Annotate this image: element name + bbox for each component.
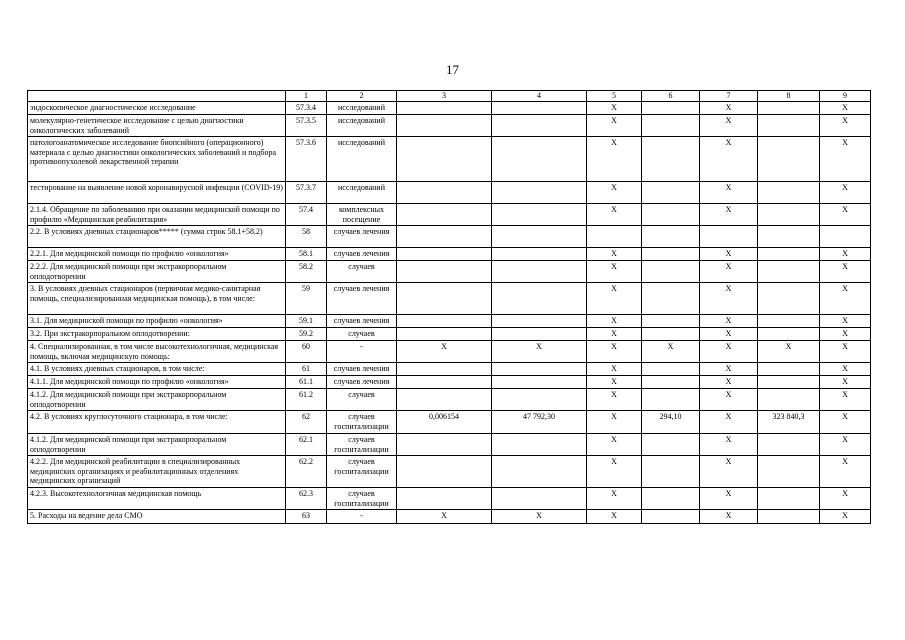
col-6-value <box>642 225 700 247</box>
row-label: 4.2.2. Для медицинской реабилитации в специализированных медицинских организациях и реабилитационных отделениях медицинских организаций <box>28 455 286 487</box>
table-body <box>28 101 871 523</box>
row-code: 61 <box>286 362 327 375</box>
col-6-value <box>642 136 700 181</box>
col-6-value <box>642 247 700 260</box>
table-row <box>28 375 871 388</box>
col-5-value: X <box>587 260 642 282</box>
col-9-value: X <box>820 375 871 388</box>
table-row <box>28 136 871 181</box>
row-unit: исследований <box>327 181 397 203</box>
col-4-value <box>492 487 587 509</box>
header-cell: 2 <box>327 91 397 102</box>
col-8-value <box>758 327 820 340</box>
row-unit: случаев <box>327 388 397 410</box>
col-8-value <box>758 260 820 282</box>
table-row <box>28 327 871 340</box>
col-8-value <box>758 375 820 388</box>
col-6-value <box>642 487 700 509</box>
row-code: 57.3.7 <box>286 181 327 203</box>
col-7-value: X <box>700 487 758 509</box>
data-table <box>27 90 871 524</box>
col-5-value: X <box>587 181 642 203</box>
col-9-value: X <box>820 388 871 410</box>
col-6-value <box>642 101 700 114</box>
col-3-value <box>397 455 492 487</box>
row-label: 3. В условиях дневных стационаров (первичная медико-санитарная помощь, специализированная медицинская помощь), в том числе: <box>28 282 286 314</box>
col-7-value: X <box>700 375 758 388</box>
col-6-value <box>642 433 700 455</box>
col-5-value <box>587 225 642 247</box>
col-4-value <box>492 282 587 314</box>
col-5-value: X <box>587 362 642 375</box>
col-9-value: X <box>820 282 871 314</box>
col-7-value: X <box>700 136 758 181</box>
row-label: 4.2.3. Высокотехнологичная медицинская помощь <box>28 487 286 509</box>
col-3-value <box>397 247 492 260</box>
col-4-value <box>492 433 587 455</box>
header-cell: 5 <box>587 91 642 102</box>
row-label: патологоанатомическое исследование биопсийного (операционного) материала с целью диагностики онкологических заболеваний и подбора противоопухолевой лекарственной терапии <box>28 136 286 181</box>
table-row <box>28 282 871 314</box>
table-row <box>28 101 871 114</box>
row-code: 57.3.4 <box>286 101 327 114</box>
col-9-value: X <box>820 509 871 523</box>
col-7-value: X <box>700 327 758 340</box>
col-4-value <box>492 247 587 260</box>
col-4-value <box>492 114 587 136</box>
table-row <box>28 260 871 282</box>
header-cell: 9 <box>820 91 871 102</box>
col-5-value: X <box>587 388 642 410</box>
col-9-value: X <box>820 410 871 433</box>
col-6-value <box>642 327 700 340</box>
col-3-value: X <box>397 509 492 523</box>
col-6-value <box>642 203 700 225</box>
col-8-value <box>758 203 820 225</box>
col-4-value <box>492 375 587 388</box>
col-9-value: X <box>820 327 871 340</box>
col-8-value <box>758 181 820 203</box>
col-4-value <box>492 314 587 327</box>
col-5-value: X <box>587 203 642 225</box>
col-6-value <box>642 260 700 282</box>
row-unit: случаев госпитализации <box>327 410 397 433</box>
col-4-value: X <box>492 340 587 362</box>
row-unit: случаев <box>327 327 397 340</box>
table-row <box>28 455 871 487</box>
row-label: 3.2. При экстракорпоральном оплодотворении: <box>28 327 286 340</box>
row-code: 57.3.5 <box>286 114 327 136</box>
col-3-value <box>397 101 492 114</box>
col-5-value: X <box>587 455 642 487</box>
table-row <box>28 225 871 247</box>
col-3-value <box>397 375 492 388</box>
col-4-value: X <box>492 509 587 523</box>
col-9-value: X <box>820 136 871 181</box>
col-4-value <box>492 203 587 225</box>
col-7-value: X <box>700 114 758 136</box>
col-6-value: 294,10 <box>642 410 700 433</box>
col-7-value: X <box>700 260 758 282</box>
row-label: молекулярно-генетическое исследование с целью диагностики онкологических заболеваний <box>28 114 286 136</box>
col-8-value: 323 840,3 <box>758 410 820 433</box>
col-7-value: X <box>700 362 758 375</box>
row-unit: случаев лечения <box>327 247 397 260</box>
col-6-value: X <box>642 340 700 362</box>
col-8-value <box>758 388 820 410</box>
col-4-value <box>492 260 587 282</box>
row-code: 58.1 <box>286 247 327 260</box>
col-9-value: X <box>820 203 871 225</box>
page-number: 17 <box>446 62 459 77</box>
row-label: 4.1.2. Для медицинской помощи при экстракорпоральном оплодотворении <box>28 388 286 410</box>
col-7-value: X <box>700 101 758 114</box>
row-label: 2.2. В условиях дневных стационаров***** (сумма строк 58.1+58.2) <box>28 225 286 247</box>
header-cell: 8 <box>758 91 820 102</box>
col-4-value <box>492 101 587 114</box>
col-8-value <box>758 114 820 136</box>
col-3-value <box>397 314 492 327</box>
col-7-value: X <box>700 433 758 455</box>
col-8-value <box>758 314 820 327</box>
table-row <box>28 487 871 509</box>
col-6-value <box>642 114 700 136</box>
col-3-value: X <box>397 340 492 362</box>
row-code: 61.2 <box>286 388 327 410</box>
col-6-value <box>642 181 700 203</box>
table-row <box>28 203 871 225</box>
col-4-value <box>492 181 587 203</box>
col-4-value <box>492 225 587 247</box>
col-7-value: X <box>700 181 758 203</box>
table-row <box>28 362 871 375</box>
col-9-value: X <box>820 487 871 509</box>
col-5-value: X <box>587 410 642 433</box>
row-code: 59.2 <box>286 327 327 340</box>
col-5-value: X <box>587 136 642 181</box>
row-code: 62.1 <box>286 433 327 455</box>
row-code: 59 <box>286 282 327 314</box>
header-cell: 7 <box>700 91 758 102</box>
col-8-value <box>758 247 820 260</box>
col-6-value <box>642 314 700 327</box>
col-9-value <box>820 225 871 247</box>
col-9-value: X <box>820 340 871 362</box>
col-6-value <box>642 509 700 523</box>
col-7-value: X <box>700 388 758 410</box>
table-row <box>28 340 871 362</box>
col-7-value: X <box>700 247 758 260</box>
row-label: 2.1.4. Обращение по заболеванию при оказании медицинской помощи по профилю «Медицинская реабилитация» <box>28 203 286 225</box>
table-header-row <box>28 91 871 102</box>
row-code: 58.2 <box>286 260 327 282</box>
row-unit: случаев <box>327 260 397 282</box>
col-3-value <box>397 487 492 509</box>
row-unit: случаев госпитализации <box>327 455 397 487</box>
row-unit: - <box>327 340 397 362</box>
row-unit: исследований <box>327 136 397 181</box>
col-8-value <box>758 487 820 509</box>
row-code: 60 <box>286 340 327 362</box>
col-5-value: X <box>587 487 642 509</box>
table-row <box>28 314 871 327</box>
col-6-value <box>642 375 700 388</box>
row-unit: случаев лечения <box>327 375 397 388</box>
col-8-value <box>758 136 820 181</box>
col-8-value <box>758 362 820 375</box>
col-8-value: X <box>758 340 820 362</box>
row-code: 63 <box>286 509 327 523</box>
col-5-value: X <box>587 282 642 314</box>
row-unit: случаев лечения <box>327 282 397 314</box>
row-label: 4.1. В условиях дневных стационаров, в том числе: <box>28 362 286 375</box>
row-code: 61.1 <box>286 375 327 388</box>
header-cell: 6 <box>642 91 700 102</box>
col-4-value: 47 792,30 <box>492 410 587 433</box>
table-row <box>28 509 871 523</box>
row-code: 59.1 <box>286 314 327 327</box>
col-4-value <box>492 327 587 340</box>
col-6-value <box>642 362 700 375</box>
table-row <box>28 388 871 410</box>
col-8-value <box>758 455 820 487</box>
row-label: эндоскопическое диагностическое исследование <box>28 101 286 114</box>
col-7-value <box>700 225 758 247</box>
table-row <box>28 181 871 203</box>
row-label: 5. Расходы на ведение дела СМО <box>28 509 286 523</box>
col-3-value <box>397 362 492 375</box>
col-7-value: X <box>700 340 758 362</box>
header-cell: 4 <box>492 91 587 102</box>
col-8-value <box>758 282 820 314</box>
col-5-value: X <box>587 327 642 340</box>
row-unit: случаев лечения <box>327 362 397 375</box>
col-3-value <box>397 225 492 247</box>
col-7-value: X <box>700 410 758 433</box>
row-code: 57.3.6 <box>286 136 327 181</box>
col-8-value <box>758 433 820 455</box>
row-label: 2.2.2. Для медицинской помощи при экстракорпоральном оплодотворении <box>28 260 286 282</box>
col-5-value: X <box>587 247 642 260</box>
row-code: 62 <box>286 410 327 433</box>
col-3-value: 0,006154 <box>397 410 492 433</box>
col-9-value: X <box>820 260 871 282</box>
col-6-value <box>642 282 700 314</box>
col-9-value: X <box>820 433 871 455</box>
row-label: тестирование на выявление новой коронавирусной инфекции (COVID-19) <box>28 181 286 203</box>
col-4-value <box>492 136 587 181</box>
row-code: 62.2 <box>286 455 327 487</box>
col-9-value: X <box>820 114 871 136</box>
col-6-value <box>642 388 700 410</box>
table-row <box>28 410 871 433</box>
row-code: 58 <box>286 225 327 247</box>
col-3-value <box>397 327 492 340</box>
table-row <box>28 114 871 136</box>
col-7-value: X <box>700 509 758 523</box>
col-7-value: X <box>700 203 758 225</box>
row-label: 4. Специализированная, в том числе высокотехнологичная, медицинская помощь, включая медицинскую помощь: <box>28 340 286 362</box>
header-cell <box>28 91 286 102</box>
col-5-value: X <box>587 314 642 327</box>
header-cell: 1 <box>286 91 327 102</box>
row-unit: случаев госпитализации <box>327 487 397 509</box>
row-code: 57.4 <box>286 203 327 225</box>
col-4-value <box>492 455 587 487</box>
col-5-value: X <box>587 375 642 388</box>
col-4-value <box>492 362 587 375</box>
col-3-value <box>397 203 492 225</box>
col-7-value: X <box>700 455 758 487</box>
col-5-value: X <box>587 509 642 523</box>
row-label: 3.1. Для медицинской помощи по профилю «онкология» <box>28 314 286 327</box>
col-9-value: X <box>820 101 871 114</box>
col-9-value: X <box>820 314 871 327</box>
col-4-value <box>492 388 587 410</box>
row-label: 4.2. В условиях круглосуточного стационара, в том числе: <box>28 410 286 433</box>
col-9-value: X <box>820 362 871 375</box>
col-5-value: X <box>587 101 642 114</box>
col-7-value: X <box>700 282 758 314</box>
col-5-value: X <box>587 433 642 455</box>
row-unit: случаев госпитализации <box>327 433 397 455</box>
header-cell: 3 <box>397 91 492 102</box>
row-unit: комплексных посещение <box>327 203 397 225</box>
row-unit: исследований <box>327 114 397 136</box>
row-unit: - <box>327 509 397 523</box>
col-9-value: X <box>820 455 871 487</box>
col-3-value <box>397 433 492 455</box>
row-unit: исследований <box>327 101 397 114</box>
row-label: 4.1.1. Для медицинской помощи по профилю «онкология» <box>28 375 286 388</box>
col-7-value: X <box>700 314 758 327</box>
col-5-value: X <box>587 340 642 362</box>
col-5-value: X <box>587 114 642 136</box>
col-9-value: X <box>820 247 871 260</box>
col-8-value <box>758 225 820 247</box>
col-8-value <box>758 101 820 114</box>
col-3-value <box>397 114 492 136</box>
col-3-value <box>397 136 492 181</box>
col-3-value <box>397 181 492 203</box>
table-row <box>28 247 871 260</box>
col-3-value <box>397 282 492 314</box>
row-label: 2.2.1. Для медицинской помощи по профилю «онкология» <box>28 247 286 260</box>
row-unit: случаев лечения <box>327 314 397 327</box>
col-6-value <box>642 455 700 487</box>
row-unit: случаев лечения <box>327 225 397 247</box>
table-row <box>28 433 871 455</box>
col-3-value <box>397 260 492 282</box>
col-3-value <box>397 388 492 410</box>
row-code: 62.3 <box>286 487 327 509</box>
col-8-value <box>758 509 820 523</box>
row-label: 4.1.2. Для медицинской помощи при экстракорпоральном оплодотворении <box>28 433 286 455</box>
col-9-value: X <box>820 181 871 203</box>
